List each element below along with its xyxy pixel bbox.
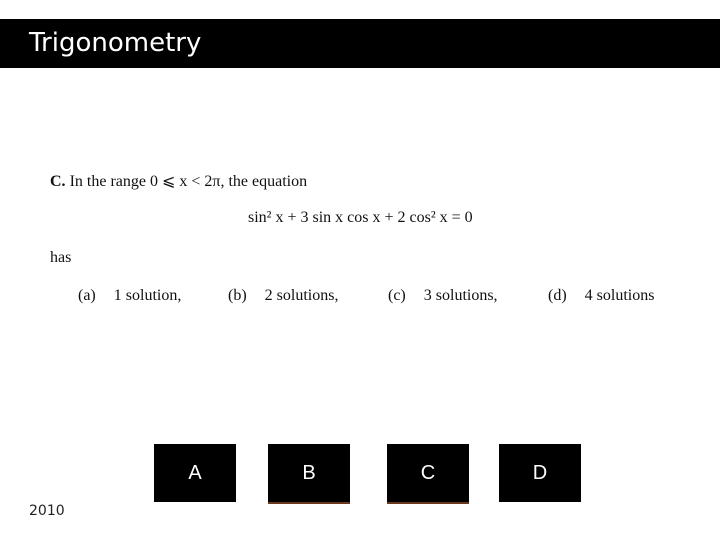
option-a — [78, 287, 181, 305]
option-a-letter: (a) — [78, 287, 96, 304]
answer-a-button[interactable]: A — [154, 444, 236, 502]
option-b-text: 2 solutions, — [264, 287, 339, 304]
answer-b-button[interactable]: B — [268, 444, 350, 504]
slide-title: Trigonometry — [29, 28, 202, 58]
option-b — [228, 287, 338, 305]
question-label: C. — [50, 173, 66, 190]
option-c-letter: (c) — [388, 287, 406, 304]
has-text: has — [50, 249, 72, 266]
option-c — [388, 287, 498, 305]
question-intro — [50, 171, 307, 191]
option-c-text: 3 solutions, — [423, 287, 498, 304]
option-d-text: 4 solutions — [584, 287, 655, 304]
option-d-letter: (d) — [548, 287, 567, 304]
title-bar — [0, 19, 720, 68]
footer-year: 2010 — [29, 503, 65, 519]
option-d — [548, 287, 654, 305]
question-intro-text: In the range 0 ⩽ x < 2π, the equation — [69, 173, 308, 190]
option-b-letter: (b) — [228, 287, 247, 304]
equation: sin² x + 3 sin x cos x + 2 cos² x = 0 — [248, 209, 473, 226]
answer-c-button[interactable]: C — [387, 444, 469, 504]
answer-d-button[interactable]: D — [499, 444, 581, 502]
option-a-text: 1 solution, — [113, 287, 182, 304]
